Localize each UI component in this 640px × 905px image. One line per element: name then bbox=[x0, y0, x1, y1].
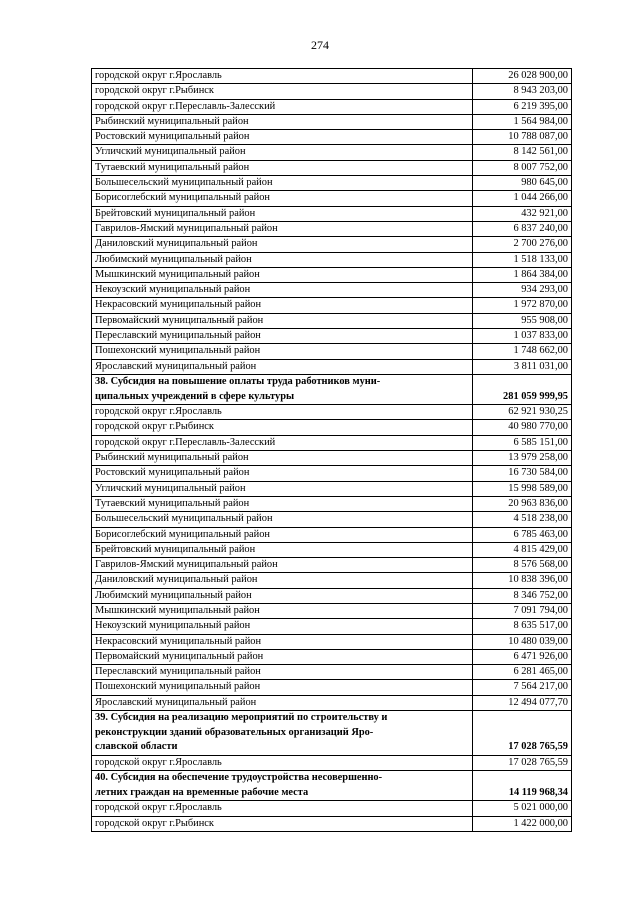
table-row bbox=[92, 329, 572, 344]
municipality-name: Большесельский муниципальный район bbox=[92, 512, 473, 527]
municipality-name: Переславский муниципальный район bbox=[92, 329, 473, 344]
table-row bbox=[92, 359, 572, 374]
table-row bbox=[92, 84, 572, 99]
amount: 4 815 429,00 bbox=[473, 542, 572, 557]
table-row bbox=[92, 451, 572, 466]
amount: 8 346 752,00 bbox=[473, 588, 572, 603]
municipality-name: Большесельский муниципальный район bbox=[92, 176, 473, 191]
municipality-name: городской округ г.Ярославль bbox=[92, 405, 473, 420]
municipality-name: Тутаевский муниципальный район bbox=[92, 496, 473, 511]
table-row bbox=[92, 619, 572, 634]
amount: 1 518 133,00 bbox=[473, 252, 572, 267]
municipality-name: Ярославский муниципальный район bbox=[92, 695, 473, 710]
amount: 17 028 765,59 bbox=[473, 755, 572, 770]
amount: 934 293,00 bbox=[473, 283, 572, 298]
municipality-name: Первомайский муниципальный район bbox=[92, 649, 473, 664]
section-total: 14 119 968,34 bbox=[473, 771, 572, 801]
table-row bbox=[92, 69, 572, 84]
municipality-name: Угличский муниципальный район bbox=[92, 145, 473, 160]
table-row bbox=[92, 237, 572, 252]
municipality-name: городской округ г.Ярославль bbox=[92, 69, 473, 84]
table-row bbox=[92, 801, 572, 816]
table-row bbox=[92, 496, 572, 511]
table-row bbox=[92, 344, 572, 359]
municipality-name: городской округ г.Ярославль bbox=[92, 801, 473, 816]
amount: 8 007 752,00 bbox=[473, 160, 572, 175]
subsidy-table-body bbox=[92, 69, 572, 832]
amount: 6 219 395,00 bbox=[473, 99, 572, 114]
table-row bbox=[92, 313, 572, 328]
table-row bbox=[92, 298, 572, 313]
amount: 6 837 240,00 bbox=[473, 221, 572, 236]
municipality-name: городской округ г.Рыбинск bbox=[92, 420, 473, 435]
municipality-name: Брейтовский муниципальный район bbox=[92, 542, 473, 557]
municipality-name: Тутаевский муниципальный район bbox=[92, 160, 473, 175]
municipality-name: Даниловский муниципальный район bbox=[92, 573, 473, 588]
section-title: 38. Субсидия на повышение оплаты труда работников муни- ципальных учреждений в сфере культуры bbox=[92, 374, 473, 404]
municipality-name: Борисоглебский муниципальный район bbox=[92, 191, 473, 206]
section-header-row bbox=[92, 374, 572, 404]
amount: 8 142 561,00 bbox=[473, 145, 572, 160]
amount: 7 564 217,00 bbox=[473, 680, 572, 695]
page-number: 274 bbox=[311, 38, 329, 52]
table-row bbox=[92, 206, 572, 221]
table-row bbox=[92, 665, 572, 680]
table-row bbox=[92, 680, 572, 695]
amount: 2 700 276,00 bbox=[473, 237, 572, 252]
amount: 10 838 396,00 bbox=[473, 573, 572, 588]
amount: 955 908,00 bbox=[473, 313, 572, 328]
municipality-name: Пошехонский муниципальный район bbox=[92, 680, 473, 695]
municipality-name: Гаврилов-Ямский муниципальный район bbox=[92, 221, 473, 236]
amount: 8 576 568,00 bbox=[473, 558, 572, 573]
table-row bbox=[92, 527, 572, 542]
municipality-name: Ростовский муниципальный район bbox=[92, 130, 473, 145]
table-row bbox=[92, 191, 572, 206]
table-row bbox=[92, 603, 572, 618]
table-row bbox=[92, 130, 572, 145]
municipality-name: городской округ г.Рыбинск bbox=[92, 816, 473, 831]
table-row bbox=[92, 160, 572, 175]
municipality-name: Некоузский муниципальный район bbox=[92, 619, 473, 634]
municipality-name: Борисоглебский муниципальный район bbox=[92, 527, 473, 542]
municipality-name: Брейтовский муниципальный район bbox=[92, 206, 473, 221]
section-title: 40. Субсидия на обеспечение трудоустройства несовершенно- летних граждан на временные рабочие места bbox=[92, 771, 473, 801]
table-row bbox=[92, 481, 572, 496]
amount: 8 635 517,00 bbox=[473, 619, 572, 634]
amount: 26 028 900,00 bbox=[473, 69, 572, 84]
table-row bbox=[92, 176, 572, 191]
municipality-name: Рыбинский муниципальный район bbox=[92, 451, 473, 466]
amount: 6 585 151,00 bbox=[473, 435, 572, 450]
table-row bbox=[92, 252, 572, 267]
table-row bbox=[92, 145, 572, 160]
amount: 7 091 794,00 bbox=[473, 603, 572, 618]
municipality-name: Даниловский муниципальный район bbox=[92, 237, 473, 252]
table-row bbox=[92, 114, 572, 129]
table-row bbox=[92, 588, 572, 603]
amount: 1 044 266,00 bbox=[473, 191, 572, 206]
amount: 6 281 465,00 bbox=[473, 665, 572, 680]
section-total: 281 059 999,95 bbox=[473, 374, 572, 404]
amount: 10 480 039,00 bbox=[473, 634, 572, 649]
amount: 1 037 833,00 bbox=[473, 329, 572, 344]
table-row bbox=[92, 558, 572, 573]
section-title: 39. Субсидия на реализацию мероприятий по строительству и реконструкции зданий образовательных организаций Яро- славской области bbox=[92, 711, 473, 756]
amount: 20 963 836,00 bbox=[473, 496, 572, 511]
table-row bbox=[92, 221, 572, 236]
amount: 4 518 238,00 bbox=[473, 512, 572, 527]
municipality-name: городской округ г.Рыбинск bbox=[92, 84, 473, 99]
municipality-name: Мышкинский муниципальный район bbox=[92, 267, 473, 282]
table-row bbox=[92, 512, 572, 527]
municipality-name: Пошехонский муниципальный район bbox=[92, 344, 473, 359]
municipality-name: городской округ г.Переславль-Залесский bbox=[92, 435, 473, 450]
municipality-name: Некрасовский муниципальный район bbox=[92, 634, 473, 649]
amount: 15 998 589,00 bbox=[473, 481, 572, 496]
municipality-name: Переславский муниципальный район bbox=[92, 665, 473, 680]
municipality-name: Некрасовский муниципальный район bbox=[92, 298, 473, 313]
table-row bbox=[92, 420, 572, 435]
amount: 62 921 930,25 bbox=[473, 405, 572, 420]
amount: 6 471 926,00 bbox=[473, 649, 572, 664]
table-row bbox=[92, 99, 572, 114]
municipality-name: Мышкинский муниципальный район bbox=[92, 603, 473, 618]
municipality-name: Ярославский муниципальный район bbox=[92, 359, 473, 374]
amount: 1 972 870,00 bbox=[473, 298, 572, 313]
amount: 8 943 203,00 bbox=[473, 84, 572, 99]
section-header-row bbox=[92, 771, 572, 801]
table-row bbox=[92, 405, 572, 420]
amount: 1 864 384,00 bbox=[473, 267, 572, 282]
amount: 10 788 087,00 bbox=[473, 130, 572, 145]
table-row bbox=[92, 755, 572, 770]
amount: 16 730 584,00 bbox=[473, 466, 572, 481]
table-row bbox=[92, 695, 572, 710]
municipality-name: Первомайский муниципальный район bbox=[92, 313, 473, 328]
municipality-name: Угличский муниципальный район bbox=[92, 481, 473, 496]
municipality-name: городской округ г.Переславль-Залесский bbox=[92, 99, 473, 114]
section-header-row bbox=[92, 711, 572, 756]
table-row bbox=[92, 466, 572, 481]
amount: 980 645,00 bbox=[473, 176, 572, 191]
amount: 432 921,00 bbox=[473, 206, 572, 221]
amount: 13 979 258,00 bbox=[473, 451, 572, 466]
amount: 5 021 000,00 bbox=[473, 801, 572, 816]
municipality-name: Рыбинский муниципальный район bbox=[92, 114, 473, 129]
amount: 1 564 984,00 bbox=[473, 114, 572, 129]
table-row bbox=[92, 573, 572, 588]
municipality-name: Любимский муниципальный район bbox=[92, 588, 473, 603]
municipality-name: Некоузский муниципальный район bbox=[92, 283, 473, 298]
amount: 1 748 662,00 bbox=[473, 344, 572, 359]
municipality-name: Гаврилов-Ямский муниципальный район bbox=[92, 558, 473, 573]
table-row bbox=[92, 283, 572, 298]
amount: 12 494 077,70 bbox=[473, 695, 572, 710]
municipality-name: Любимский муниципальный район bbox=[92, 252, 473, 267]
subsidy-table bbox=[91, 68, 572, 832]
section-total: 17 028 765,59 bbox=[473, 711, 572, 756]
municipality-name: Ростовский муниципальный район bbox=[92, 466, 473, 481]
amount: 1 422 000,00 bbox=[473, 816, 572, 831]
municipality-name: городской округ г.Ярославль bbox=[92, 755, 473, 770]
amount: 3 811 031,00 bbox=[473, 359, 572, 374]
amount: 40 980 770,00 bbox=[473, 420, 572, 435]
table-row bbox=[92, 649, 572, 664]
table-row bbox=[92, 634, 572, 649]
table-row bbox=[92, 816, 572, 831]
table-row bbox=[92, 435, 572, 450]
table-row bbox=[92, 542, 572, 557]
table-row bbox=[92, 267, 572, 282]
amount: 6 785 463,00 bbox=[473, 527, 572, 542]
